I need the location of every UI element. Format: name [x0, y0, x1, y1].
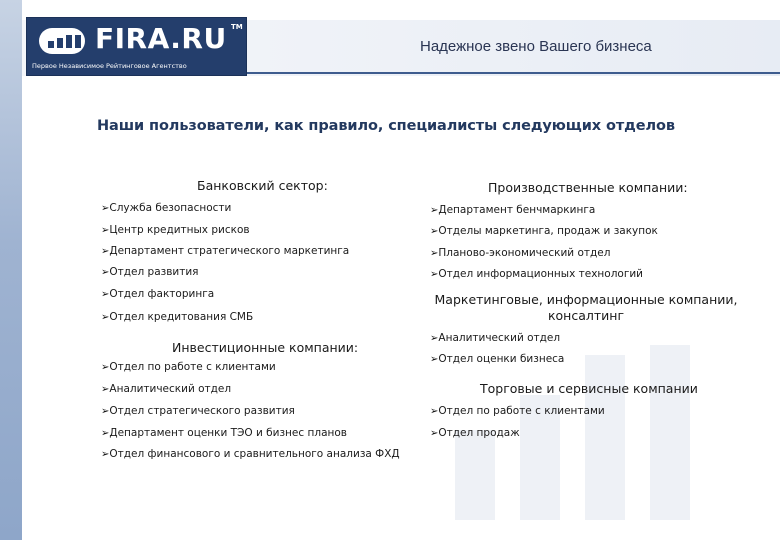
logo-chart-icon	[39, 28, 85, 54]
arrow-bullet-icon: ➢	[101, 312, 110, 323]
heading-marketing	[422, 292, 750, 324]
arrow-bullet-icon: ➢	[430, 248, 439, 259]
list-item-banking-2: ➢Центр кредитных рисков	[101, 224, 250, 236]
logo-subtitle: Первое Независимое Рейтинговое Агентство	[32, 62, 187, 70]
arrow-bullet-icon: ➢	[101, 289, 110, 300]
page-title: Наши пользователи, как правило, специалисты следующих отделов	[97, 118, 675, 134]
arrow-bullet-icon: ➢	[101, 406, 110, 417]
heading-marketing-line-1: Маркетинговые, информационные компании,	[434, 292, 738, 307]
list-item-marketing-1: ➢Аналитический отдел	[430, 332, 561, 344]
arrow-bullet-icon: ➢	[430, 269, 439, 280]
watermark-bar-4	[650, 345, 690, 520]
arrow-bullet-icon: ➢	[101, 384, 110, 395]
arrow-bullet-icon: ➢	[101, 203, 110, 214]
heading-banking: Банковский сектор:	[197, 178, 328, 193]
list-item-manufacturing-3: ➢Планово-экономический отдел	[430, 247, 611, 259]
logo-wordmark: FIRA.RU	[95, 22, 227, 55]
arrow-bullet-icon: ➢	[101, 267, 110, 278]
header-tagline: Надежное звено Вашего бизнеса	[420, 38, 652, 55]
list-item-investment-5: ➢Отдел финансового и сравнительного анализа ФХД	[101, 448, 400, 460]
arrow-bullet-icon: ➢	[101, 428, 110, 439]
list-item-manufacturing-1: ➢Департамент бенчмаркинга	[430, 204, 596, 216]
list-item-trade-2: ➢Отдел продаж	[430, 427, 520, 439]
list-item-investment-4: ➢Департамент оценки ТЭО и бизнес планов	[101, 427, 347, 439]
watermark-bar-1	[455, 430, 495, 520]
list-item-investment-2: ➢Аналитический отдел	[101, 383, 232, 395]
list-item-investment-3: ➢Отдел стратегического развития	[101, 405, 295, 417]
list-item-banking-4: ➢Отдел развития	[101, 266, 199, 278]
arrow-bullet-icon: ➢	[430, 428, 439, 439]
heading-marketing-line-2: консалтинг	[547, 308, 625, 323]
list-item-manufacturing-4: ➢Отдел информационных технологий	[430, 268, 643, 280]
arrow-bullet-icon: ➢	[101, 362, 110, 373]
arrow-bullet-icon: ➢	[101, 449, 110, 460]
list-item-investment-1: ➢Отдел по работе с клиентами	[101, 361, 276, 373]
list-item-banking-6: ➢Отдел кредитования СМБ	[101, 311, 254, 323]
arrow-bullet-icon: ➢	[430, 226, 439, 237]
arrow-bullet-icon: ➢	[101, 246, 110, 257]
heading-investment: Инвестиционные компании:	[172, 340, 359, 355]
heading-trade: Торговые и сервисные компании	[480, 381, 698, 396]
arrow-bullet-icon: ➢	[430, 406, 439, 417]
header-underline	[246, 72, 780, 74]
arrow-bullet-icon: ➢	[430, 333, 439, 344]
list-item-banking-5: ➢Отдел факторинга	[101, 288, 215, 300]
arrow-bullet-icon: ➢	[101, 225, 110, 236]
logo-trademark: TM	[231, 23, 243, 31]
list-item-banking-3: ➢Департамент стратегического маркетинга	[101, 245, 350, 257]
list-item-marketing-2: ➢Отдел оценки бизнеса	[430, 353, 565, 365]
list-item-trade-1: ➢Отдел по работе с клиентами	[430, 405, 605, 417]
left-decorative-stripe	[0, 0, 22, 540]
list-item-banking-1: ➢Служба безопасности	[101, 202, 232, 214]
arrow-bullet-icon: ➢	[430, 354, 439, 365]
heading-manufacturing: Производственные компании:	[488, 180, 688, 195]
list-item-manufacturing-2: ➢Отделы маркетинга, продаж и закупок	[430, 225, 658, 237]
arrow-bullet-icon: ➢	[430, 205, 439, 216]
fira-logo[interactable]	[26, 17, 247, 76]
watermark-bar-3	[585, 355, 625, 520]
